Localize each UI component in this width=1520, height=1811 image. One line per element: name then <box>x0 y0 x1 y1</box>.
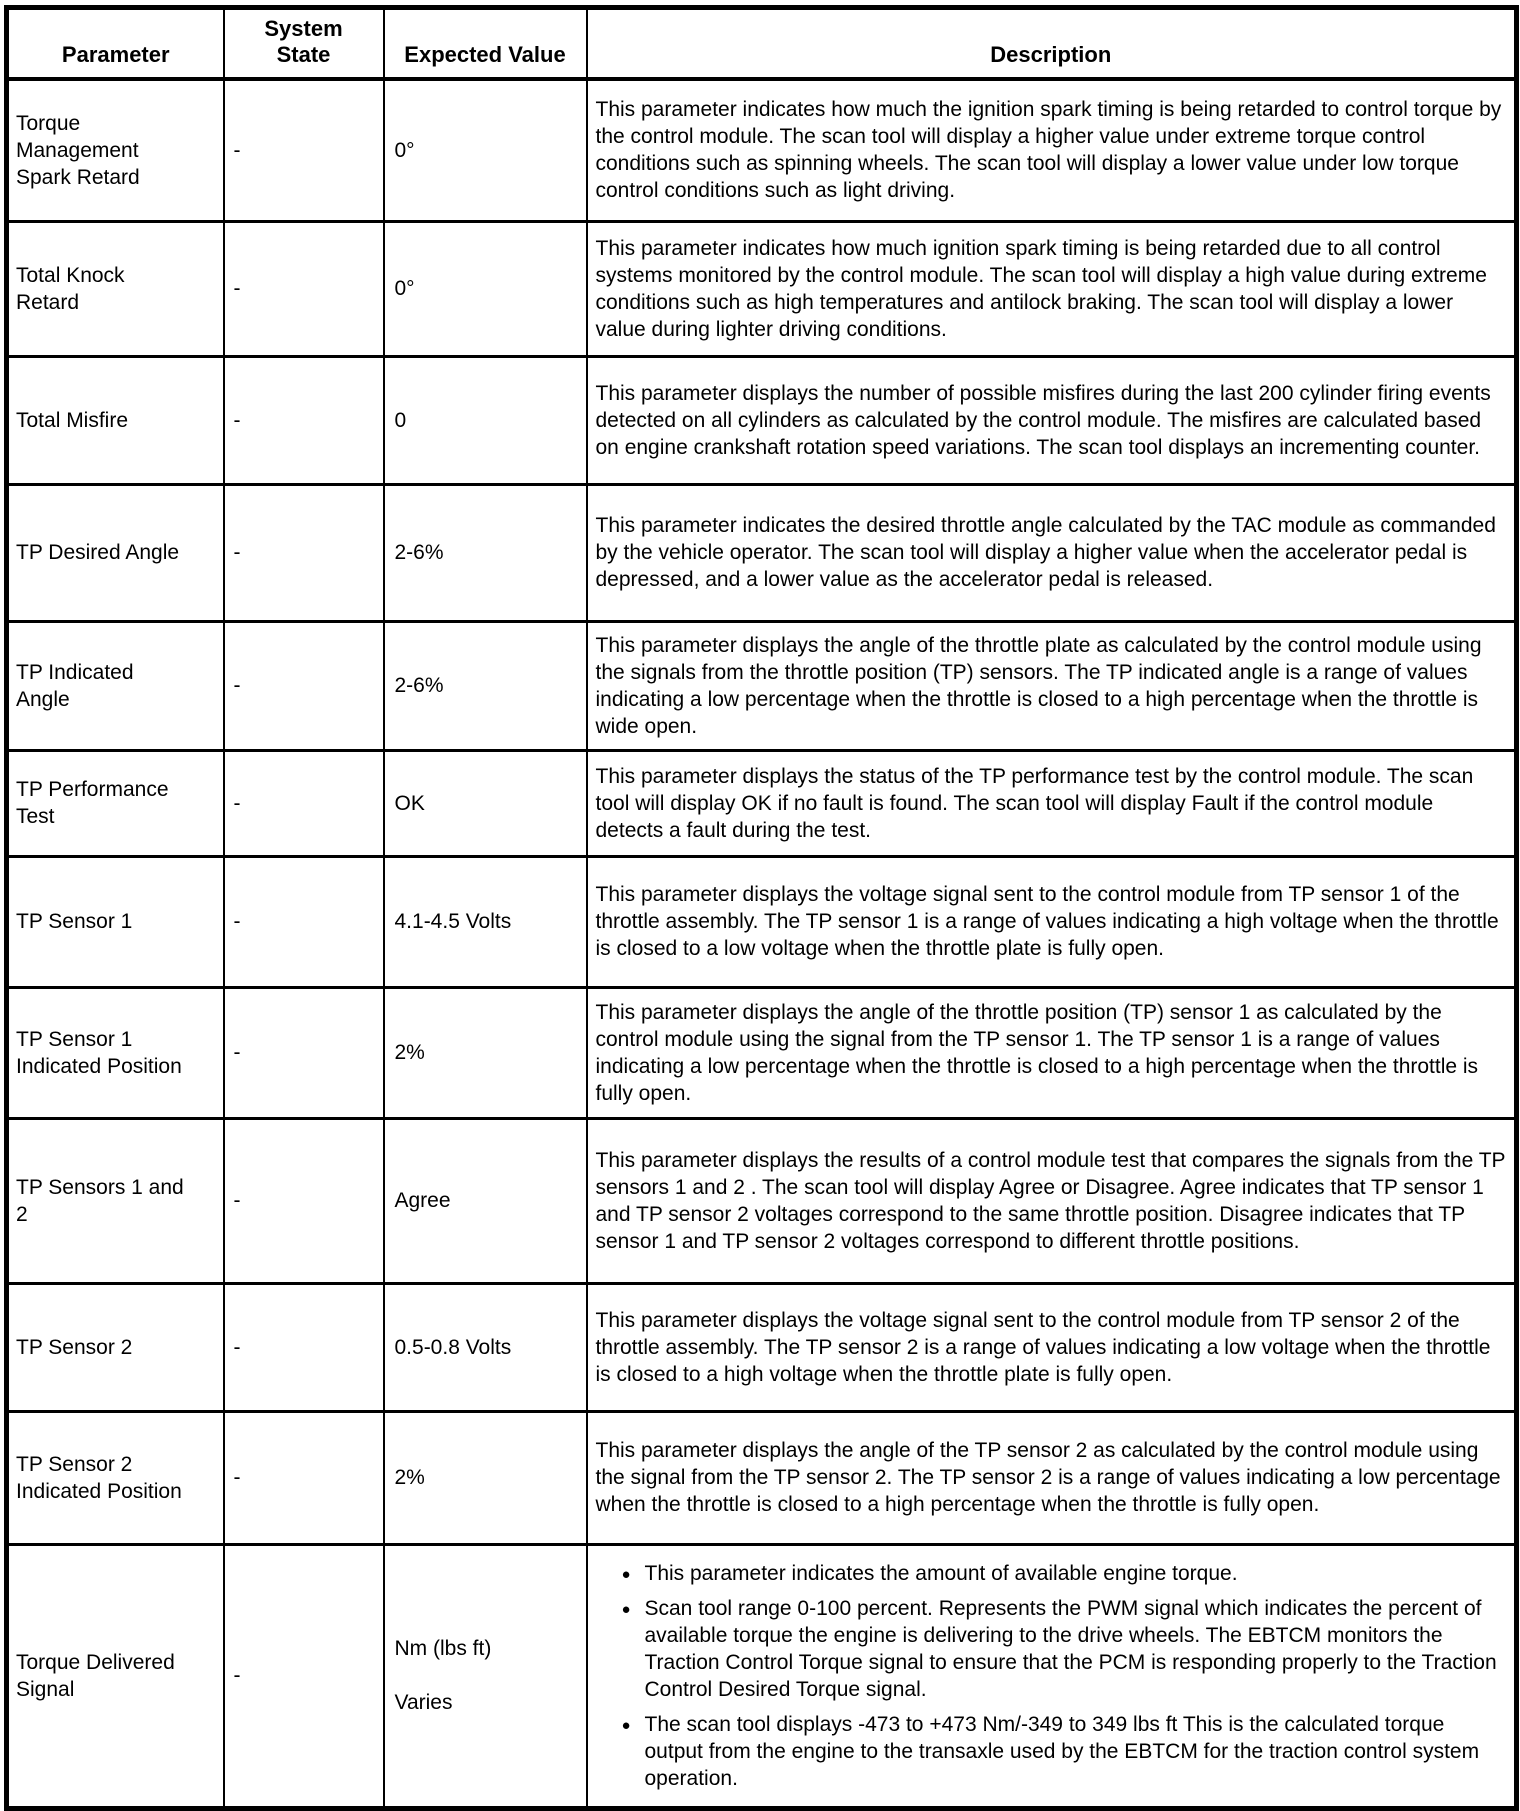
expected-value-cell: 2-6% <box>384 484 587 621</box>
expected-value-line-1: Nm (lbs ft) <box>394 1637 492 1660</box>
description-cell: This parameter displays the number of possible misfires during the last 200 cylinder firing events detected on all cylinders as calculated by the control module. The misfires are calculated based on engine crankshaft rotation speed variations. The scan tool displays an incrementing counter. <box>587 356 1517 484</box>
description-cell: This parameter displays the voltage signal sent to the control module from TP sensor 2 of the throttle assembly. The TP sensor 2 is a range of values indicating a low voltage when the throttle is closed to a high voltage when the throttle plate is fully open. <box>587 1283 1517 1411</box>
expected-value-cell: 2% <box>384 1411 587 1544</box>
header-row <box>7 8 1517 80</box>
expected-value-cell: 0 <box>384 356 587 484</box>
table-row-torque-management-spark-retard <box>7 79 1517 221</box>
system-state-cell: - <box>224 1544 384 1808</box>
system-state-cell: - <box>224 856 384 987</box>
system-state-cell: - <box>224 221 384 356</box>
bullet-text: This parameter indicates the amount of available engine torque. <box>644 1561 1238 1585</box>
bullet-icon: ● <box>621 1600 631 1618</box>
expected-value-cell: 0° <box>384 79 587 221</box>
table-row-tp-sensor-2 <box>7 1283 1517 1411</box>
description-cell: This parameter displays the voltage signal sent to the control module from TP sensor 1 of the throttle assembly. The TP sensor 1 is a range of values indicating a high voltage when the throttle is closed to a low voltage when the throttle plate is fully open. <box>587 856 1517 987</box>
bullet-item <box>596 1595 1507 1703</box>
description-cell: This parameter displays the angle of the throttle plate as calculated by the control module using the signals from the throttle position (TP) sensors. The TP indicated angle is a range of values indicating a low percentage when the throttle is closed to a high percentage when the throttle is wide open. <box>587 621 1517 750</box>
description-cell: This parameter displays the angle of the TP sensor 2 as calculated by the control module using the signal from the TP sensor 2. The TP sensor 2 is a range of values indicating a low percentage when the throttle is closed to a high percentage when the throttle is fully open. <box>587 1411 1517 1544</box>
bullet-icon: ● <box>621 1565 631 1583</box>
system-state-cell: - <box>224 750 384 856</box>
column-header-description <box>587 8 1517 80</box>
column-header-description-label: Description <box>990 42 1112 67</box>
table-row-total-misfire <box>7 356 1517 484</box>
parameter-cell: TP Sensor 1 <box>7 856 224 987</box>
parameter-cell: Total Misfire <box>7 356 224 484</box>
description-cell: This parameter displays the status of the TP performance test by the control module. The scan tool will display OK if no fault is found. The scan tool will display Fault if the control module detects a fault during the test. <box>587 750 1517 856</box>
description-bullet-list <box>596 1560 1507 1792</box>
parameter-cell: TP Performance Test <box>7 750 224 856</box>
expected-value-cell: 4.1-4.5 Volts <box>384 856 587 987</box>
parameter-cell: TP Sensor 2 <box>7 1283 224 1411</box>
description-cell <box>587 1544 1517 1808</box>
parameter-cell: TP Indicated Angle <box>7 621 224 750</box>
table-row-tp-sensor-1 <box>7 856 1517 987</box>
expected-value-cell: 0° <box>384 221 587 356</box>
system-state-cell: - <box>224 79 384 221</box>
parameter-table <box>4 5 1519 1811</box>
bullet-text: The scan tool displays -473 to +473 Nm/-349 to 349 lbs ft This is the calculated torque output from the engine to the transaxle used by the EBTCM for the traction control system operation. <box>644 1712 1480 1790</box>
column-header-parameter-label: Parameter <box>61 42 170 67</box>
system-state-cell: - <box>224 1283 384 1411</box>
table-row-torque-delivered-signal <box>7 1544 1517 1808</box>
parameter-cell: Total Knock Retard <box>7 221 224 356</box>
expected-value-cell: Agree <box>384 1118 587 1283</box>
system-state-cell: - <box>224 484 384 621</box>
system-state-cell: - <box>224 1411 384 1544</box>
column-header-system-state-label: System State <box>264 16 343 67</box>
bullet-text: Scan tool range 0-100 percent. Represents the PWM signal which indicates the percent of available torque the engine is delivering to the drive wheels. The EBTCM monitors the Traction Control Torque signal to ensure that the PCM is responding properly to the Traction Control Desired Torque signal. <box>644 1596 1497 1701</box>
bullet-item <box>596 1711 1507 1792</box>
parameter-cell: TP Desired Angle <box>7 484 224 621</box>
system-state-cell: - <box>224 987 384 1118</box>
parameter-cell: TP Sensor 1 Indicated Position <box>7 987 224 1118</box>
table-row-tp-performance-test <box>7 750 1517 856</box>
expected-value-cell: 2-6% <box>384 621 587 750</box>
expected-value-cell: 0.5-0.8 Volts <box>384 1283 587 1411</box>
table-row-total-knock-retard <box>7 221 1517 356</box>
parameter-cell: Torque Delivered Signal <box>7 1544 224 1808</box>
parameter-cell: Torque Management Spark Retard <box>7 79 224 221</box>
column-header-expected-value <box>384 8 587 80</box>
table-row-tp-sensors-1-and-2 <box>7 1118 1517 1283</box>
expected-value-cell <box>384 1544 587 1808</box>
system-state-cell: - <box>224 1118 384 1283</box>
table-row-tp-sensor-1-indicated-position <box>7 987 1517 1118</box>
bullet-icon: ● <box>621 1716 631 1734</box>
description-cell: This parameter indicates how much ignition spark timing is being retarded due to all control systems monitored by the control module. The scan tool will display a high value during extreme conditions such as high temperatures and antilock braking. The scan tool will display a lower value during lighter driving conditions. <box>587 221 1517 356</box>
parameter-cell: TP Sensor 2 Indicated Position <box>7 1411 224 1544</box>
table-row-tp-sensor-2-indicated-position <box>7 1411 1517 1544</box>
column-header-expected-value-label: Expected Value <box>404 42 566 67</box>
column-header-system-state <box>224 8 384 80</box>
description-cell: This parameter indicates the desired throttle angle calculated by the TAC module as commanded by the vehicle operator. The scan tool will display a higher value when the accelerator pedal is depressed, and a lower value as the accelerator pedal is released. <box>587 484 1517 621</box>
system-state-cell: - <box>224 356 384 484</box>
expected-value-cell: 2% <box>384 987 587 1118</box>
expected-value-line-2: Varies <box>394 1691 453 1714</box>
column-header-parameter <box>7 8 224 80</box>
description-cell: This parameter indicates how much the ignition spark timing is being retarded to control torque by the control module. The scan tool will display a higher value under extreme torque control conditions such as spinning wheels. The scan tool will display a lower value under low torque control conditions such as light driving. <box>587 79 1517 221</box>
system-state-cell: - <box>224 621 384 750</box>
bullet-item <box>596 1560 1507 1587</box>
parameter-cell: TP Sensors 1 and 2 <box>7 1118 224 1283</box>
table-row-tp-indicated-angle <box>7 621 1517 750</box>
description-cell: This parameter displays the results of a control module test that compares the signals from the TP sensors 1 and 2 . The scan tool will display Agree or Disagree. Agree indicates that TP sensor 1 and TP sensor 2 voltages correspond to the same throttle position. Disagree indicates that TP sensor 1 and TP sensor 2 voltages correspond to different throttle positions. <box>587 1118 1517 1283</box>
description-cell: This parameter displays the angle of the throttle position (TP) sensor 1 as calculated by the control module using the signal from the TP sensor 1. The TP sensor 1 is a range of values indicating a low percentage when the throttle is closed to a high percentage when the throttle is fully open. <box>587 987 1517 1118</box>
expected-value-cell: OK <box>384 750 587 856</box>
table-row-tp-desired-angle <box>7 484 1517 621</box>
